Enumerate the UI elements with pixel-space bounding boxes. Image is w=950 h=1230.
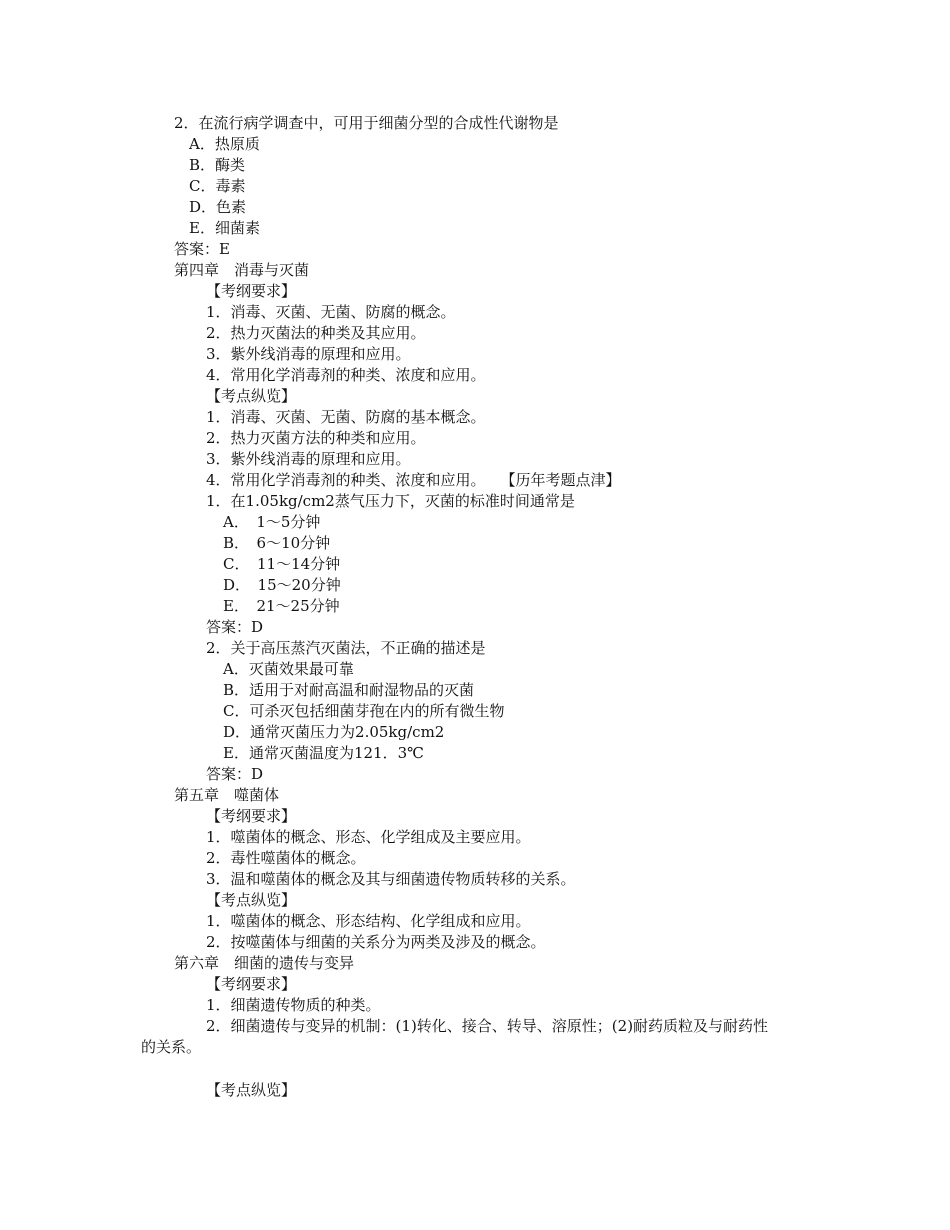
answer-option: D．通常灭菌压力为2.05kg/cm2	[223, 723, 445, 741]
list-item: 2．热力灭菌法的种类及其应用。	[206, 324, 426, 342]
answer-option: C．可杀灭包括细菌芽孢在内的所有微生物	[223, 702, 505, 720]
answer-option: D．色素	[189, 198, 247, 216]
chapter-heading: 第四章 消毒与灭菌	[174, 261, 310, 279]
section-heading: 【考纲要求】	[206, 807, 297, 825]
question-stem: 2．在流行病学调查中，可用于细菌分型的合成性代谢物是	[174, 114, 559, 132]
list-item: 2．细菌遗传与变异的机制：(1)转化、接合、转导、溶原性；(2)耐药质粒及与耐药性	[206, 1017, 769, 1035]
answer-option: C． 11～14分钟	[223, 555, 341, 573]
answer-option: B． 6～10分钟	[223, 534, 331, 552]
chapter-heading: 第五章 噬菌体	[174, 786, 280, 804]
answer-option: A．热原质	[189, 135, 260, 153]
answer-option: B．酶类	[189, 156, 246, 174]
list-item: 1．消毒、灭菌、无菌、防腐的概念。	[206, 303, 456, 321]
answer-option: A．灭菌效果最可靠	[223, 660, 354, 678]
answer-key: 答案：E	[174, 240, 230, 258]
list-item: 2．按噬菌体与细菌的关系分为两类及涉及的概念。	[206, 933, 546, 951]
answer-option: C．毒素	[189, 177, 246, 195]
list-item-continuation: 的关系。	[141, 1038, 202, 1056]
list-item: 1．噬菌体的概念、形态、化学组成及主要应用。	[206, 828, 531, 846]
list-item: 3．温和噬菌体的概念及其与细菌遗传物质转移的关系。	[206, 870, 576, 888]
answer-option: B．适用于对耐高温和耐湿物品的灭菌	[223, 681, 475, 699]
section-heading: 【考点纵览】	[206, 387, 297, 405]
answer-key: 答案：D	[206, 765, 264, 783]
question-stem: 2．关于高压蒸汽灭菌法，不正确的描述是	[206, 639, 486, 657]
list-item: 1．细菌遗传物质的种类。	[206, 996, 381, 1014]
list-item: 4．常用化学消毒剂的种类、浓度和应用。	[206, 366, 486, 384]
list-item: 3．紫外线消毒的原理和应用。	[206, 345, 411, 363]
list-item: 3．紫外线消毒的原理和应用。	[206, 450, 411, 468]
answer-key: 答案：D	[206, 618, 264, 636]
section-heading: 【考点纵览】	[206, 891, 297, 909]
list-item: 4．常用化学消毒剂的种类、浓度和应用。 【历年考题点津】	[206, 471, 621, 489]
answer-option: E．通常灭菌温度为121．3℃	[223, 744, 424, 762]
section-heading: 【考纲要求】	[206, 975, 297, 993]
list-item: 2．热力灭菌方法的种类和应用。	[206, 429, 426, 447]
section-heading: 【考纲要求】	[206, 282, 297, 300]
chapter-heading: 第六章 细菌的遗传与变异	[174, 954, 355, 972]
answer-option: E． 21～25分钟	[223, 597, 340, 615]
answer-option: E．细菌素	[189, 219, 260, 237]
list-item: 1．消毒、灭菌、无菌、防腐的基本概念。	[206, 408, 486, 426]
section-heading: 【考点纵览】	[206, 1081, 297, 1099]
list-item: 2．毒性噬菌体的概念。	[206, 849, 366, 867]
answer-option: D． 15～20分钟	[223, 576, 341, 594]
list-item: 1．噬菌体的概念、形态结构、化学组成和应用。	[206, 912, 531, 930]
question-stem: 1．在1.05kg/cm2蒸气压力下，灭菌的标准时间通常是	[206, 492, 575, 510]
answer-option: A． 1～5分钟	[223, 513, 321, 531]
